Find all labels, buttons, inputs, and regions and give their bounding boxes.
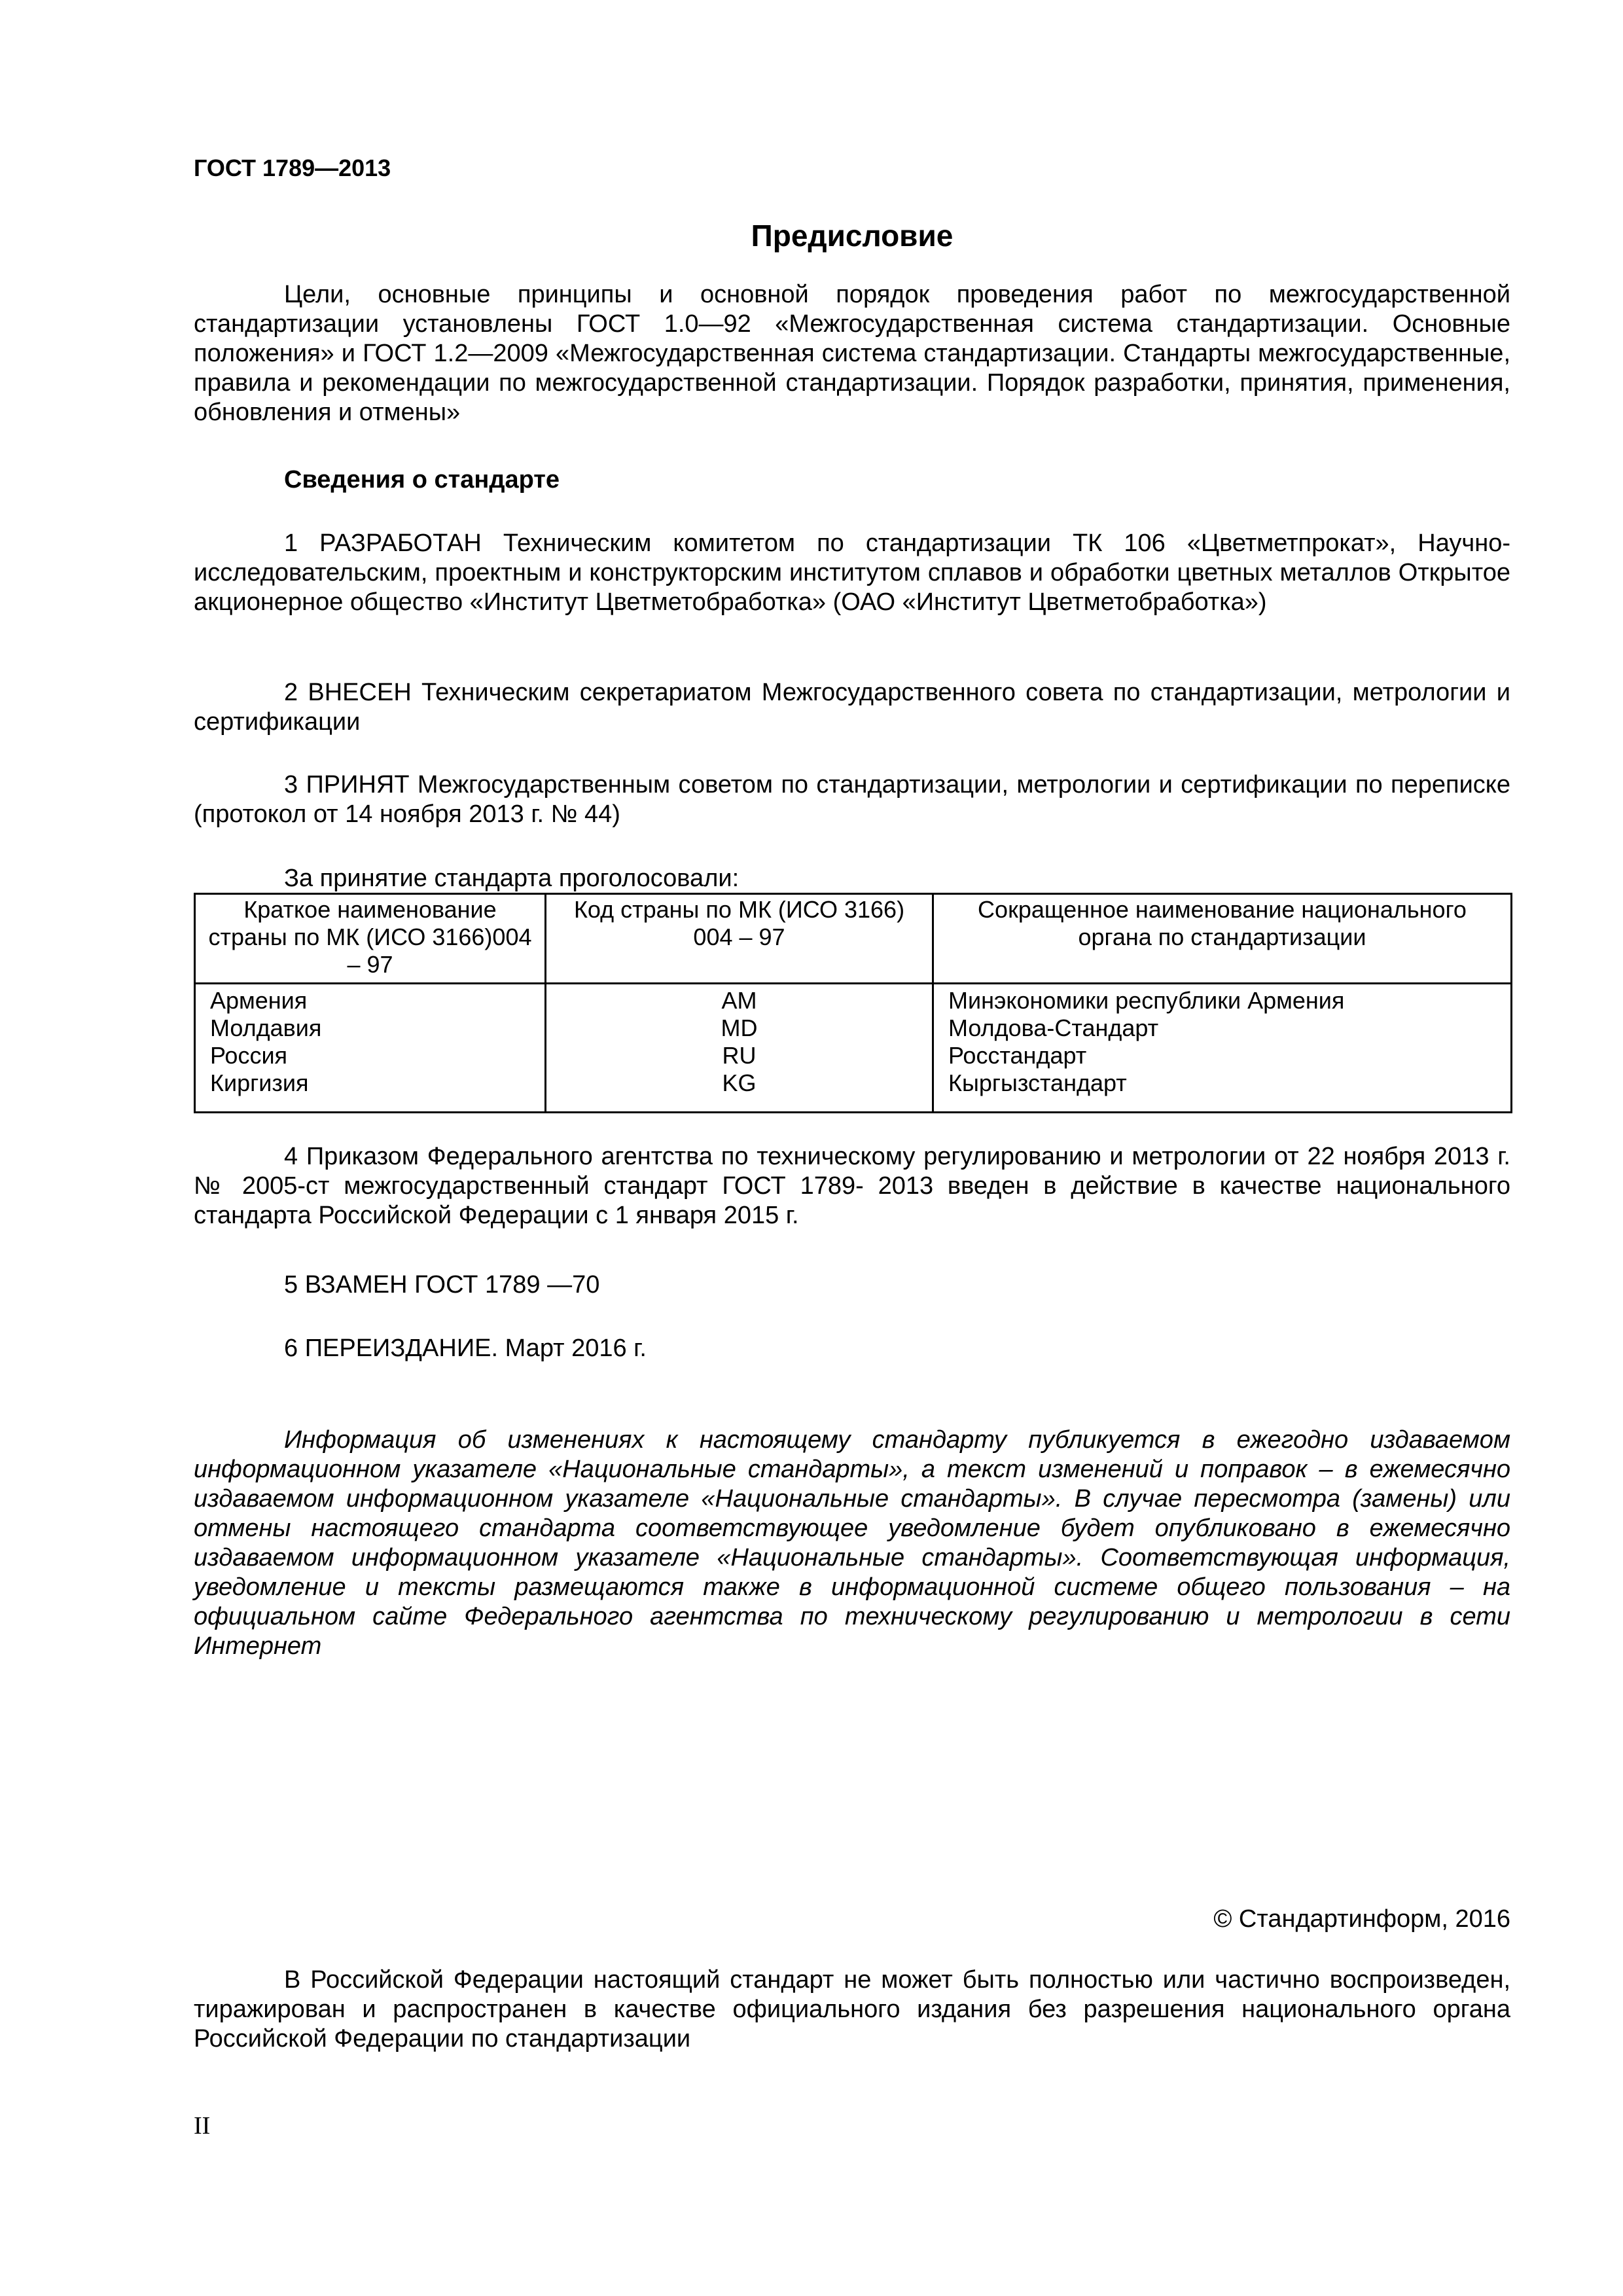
country-name-cell: Киргизия	[210, 1069, 309, 1096]
header-country-name: Краткое наименование страны по МК (ИСО 3166)004 – 97	[195, 894, 546, 984]
amendments-notice: Информация об изменениях к настоящему стандарту публикуется в ежегодно издаваемом информационном указателе «Национальные стандарты», а текст изменений и поправок – в ежемесячно издаваемом информационном указателе «Национальные стандарты». В случае пересмотра (замены) или отмены настоящего стандарта соответствующее уведомление будет опубликовано в ежемесячно издаваемом информационном указателе «Национальные стандарты». Соответствующая информация, уведомление и тексты размещаются также в информационной системе общего пользования – на официальном сайте Федерального агентства по техническому регулированию и метрологии в сети Интернет	[194, 1426, 1510, 1660]
country-code-cell: MD	[721, 1014, 758, 1041]
standards-body-cell: Кыргызстандарт	[948, 1069, 1127, 1096]
intro-paragraph: Цели, основные принципы и основной порядок проведения работ по межгосударственной стандартизации установлены ГОСТ 1.0—92 «Межгосударственная система стандартизации. Основные положения» и ГОСТ 1.2—2009 «Межгосударственная система стандартизации. Стандарты межгосударственные, правила и рекомендации по межгосударственной стандартизации. Порядок разработки, принятия, применения, обновления и отмены»	[194, 281, 1510, 426]
item-5-replaces: 5 ВЗАМЕН ГОСТ 1789 —70	[284, 1271, 600, 1299]
item-1-developed-by: 1 РАЗРАБОТАН Техническим комитетом по стандартизации ТК 106 «Цветметпрокат», Научно-исследовательским, проектным и конструкторским институтом сплавов и обработки цветных металлов Открытое акционерное общество «Институт Цветметобработка» (ОАО «Институт Цветметобработка»)	[194, 529, 1510, 616]
country-code-column	[546, 984, 933, 1113]
item-6-reissue: 6 ПЕРЕИЗДАНИЕ. Март 2016 г.	[284, 1335, 647, 1362]
copyright-line: © Стандартинформ, 2016	[1213, 1905, 1510, 1933]
item-4-order: 4 Приказом Федерального агентства по техническому регулированию и метрологии от 22 ноября 2013 г. № 2005-ст межгосударственный стандарт ГОСТ 1789- 2013 введен в действие в качестве национального стандарта Российской Федерации с 1 января 2015 г.	[194, 1143, 1510, 1229]
standards-body-cell: Минэкономики республики Армения	[948, 987, 1345, 1014]
standards-body-cell: Росстандарт	[948, 1042, 1087, 1069]
country-code-cell: RU	[722, 1042, 757, 1069]
voting-table-container	[194, 893, 1510, 1113]
standards-body-cell: Молдова-Стандарт	[948, 1014, 1159, 1041]
item-3-adopted-by: 3 ПРИНЯТ Межгосударственным советом по стандартизации, метрологии и сертификации по переписке (протокол от 14 ноября 2013 г. № 44)	[194, 771, 1510, 828]
legal-notice: В Российской Федерации настоящий стандарт не может быть полностью или частично воспроизведен, тиражирован и распространен в качестве официального издания без разрешения национального органа Российской Федерации по стандартизации	[194, 1966, 1510, 2053]
item-2-introduced-by: 2 ВНЕСЕН Техническим секретариатом Межгосударственного совета по стандартизации, метрологии и сертификации	[194, 679, 1510, 736]
country-name-cell: Армения	[210, 987, 308, 1014]
document-code: ГОСТ 1789—2013	[194, 154, 391, 181]
voting-table-body-row	[195, 984, 1512, 1113]
country-name-cell: Россия	[210, 1042, 288, 1069]
country-name-column	[195, 984, 546, 1113]
country-code-cell: AM	[721, 987, 757, 1014]
country-code-cell: KG	[722, 1069, 757, 1096]
header-country-code: Код страны по МК (ИСО 3166) 004 – 97	[546, 894, 933, 984]
page-title: Предисловие	[751, 219, 954, 253]
page-number: II	[194, 2112, 211, 2140]
voting-table	[194, 893, 1512, 1113]
header-standards-body: Сокращенное наименование национального органа по стандартизации	[933, 894, 1512, 984]
country-name-cell: Молдавия	[210, 1014, 322, 1041]
info-heading: Сведения о стандарте	[284, 466, 560, 493]
standards-body-column	[933, 984, 1512, 1113]
vote-caption: За принятие стандарта проголосовали:	[284, 865, 740, 892]
voting-table-header-row	[195, 894, 1512, 984]
